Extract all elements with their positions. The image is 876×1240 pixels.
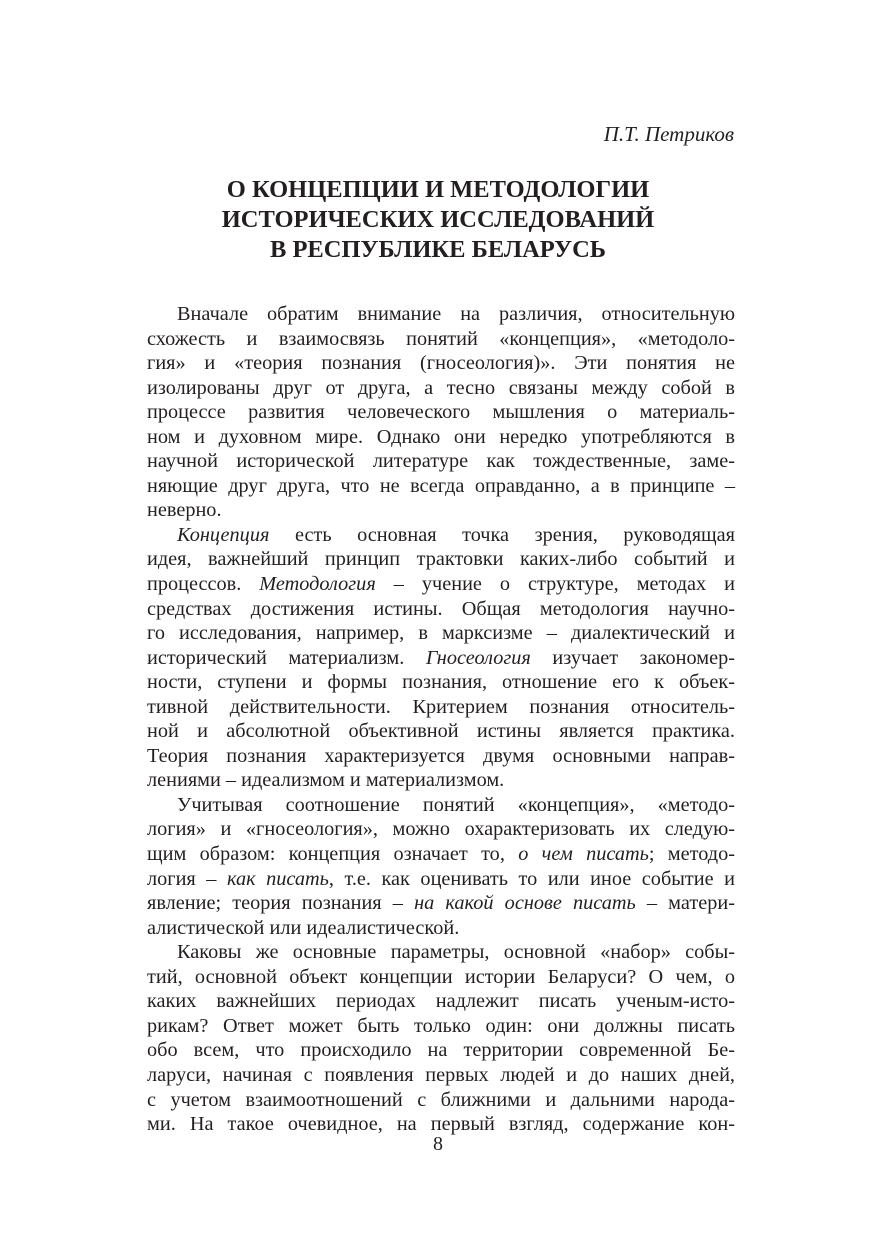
italic-term: Гносеология bbox=[425, 646, 531, 669]
text-line bbox=[147, 400, 735, 425]
text-segment: схожесть и взаимосвязь понятий «концепция», «методоло- bbox=[147, 327, 735, 350]
text-segment: рикам? Ответ может быть только один: они должны писать bbox=[147, 1014, 735, 1037]
text-line bbox=[147, 1038, 735, 1063]
italic-term: на какой основе писать bbox=[414, 892, 636, 915]
italic-term: Концепция bbox=[177, 523, 270, 546]
text-line bbox=[147, 1014, 735, 1039]
paragraph bbox=[147, 793, 735, 940]
text-line bbox=[147, 965, 735, 990]
author-name: П.Т. Петриков bbox=[603, 122, 734, 146]
text-segment: тий, основной объект концепции истории Беларуси? О чем, о bbox=[147, 965, 735, 988]
page-number: 8 bbox=[433, 1133, 443, 1155]
text-segment: няющие друг друга, что не всегда оправданно, а в принципе – bbox=[147, 474, 735, 497]
text-line bbox=[147, 523, 735, 548]
text-segment: Учитывая соотношение понятий «концепция», «методо- bbox=[177, 793, 735, 816]
text-segment: каких важнейших периодах надлежит писать ученым-исто- bbox=[147, 990, 735, 1013]
paragraph bbox=[147, 940, 735, 1136]
text-segment: процессов. bbox=[147, 573, 260, 596]
text-segment: лениями – идеализмом и материализмом. bbox=[147, 769, 505, 792]
text-segment: изолированы друг от друга, а тесно связаны между собой в bbox=[147, 376, 735, 399]
text-line bbox=[147, 327, 735, 352]
text-line bbox=[147, 670, 735, 695]
text-segment: ной и абсолютной объективной истины является практика. bbox=[147, 720, 735, 743]
text-segment: алистической или идеалистической. bbox=[147, 916, 460, 939]
text-segment: Теория познания характеризуется двумя основными направ- bbox=[147, 744, 735, 767]
text-segment: процессе развития человеческого мышления о материаль- bbox=[147, 401, 735, 424]
text-line bbox=[147, 302, 735, 327]
italic-term: Методология bbox=[259, 573, 376, 596]
text-line bbox=[147, 940, 735, 965]
text-segment: изучает закономер- bbox=[530, 646, 735, 669]
text-segment: Вначале обратим внимание на различия, относительную bbox=[177, 303, 735, 325]
text-segment: логия» и «гносеология», можно охарактеризовать их следую- bbox=[147, 818, 735, 841]
text-line bbox=[147, 498, 735, 523]
text-segment: явление; теория познания – bbox=[147, 892, 415, 915]
text-line bbox=[147, 1063, 735, 1088]
text-segment: ности, ступени и формы познания, отношение его к объек- bbox=[147, 671, 735, 694]
text-line bbox=[147, 572, 735, 597]
text-segment: есть основная точка зрения, руководящая bbox=[269, 523, 735, 546]
text-segment: логия – bbox=[147, 867, 227, 890]
text-segment: средствах достижения истины. Общая методология научно- bbox=[147, 597, 735, 620]
text-segment: ном и духовном мире. Однако они нередко употребляются в bbox=[147, 425, 735, 448]
text-line bbox=[147, 621, 735, 646]
text-line bbox=[147, 989, 735, 1014]
text-segment: щим образом: концепция означает то, bbox=[147, 843, 519, 866]
text-line bbox=[147, 1088, 735, 1113]
text-line bbox=[147, 793, 735, 818]
text-segment: с учетом взаимоотношений с ближними и дальними народа- bbox=[147, 1088, 735, 1111]
text-segment: Каковы же основные параметры, основной «набор» собы- bbox=[177, 941, 735, 964]
text-line bbox=[147, 842, 735, 867]
text-line bbox=[147, 646, 735, 671]
text-line bbox=[147, 547, 735, 572]
text-segment: гия» и «теория познания (гносеология)». Эти понятия не bbox=[147, 352, 735, 375]
text-line bbox=[147, 817, 735, 842]
text-segment: идея, важнейший принцип трактовки каких-либо событий и bbox=[147, 548, 735, 571]
text-segment: ларуси, начиная с появления первых людей и до наших дней, bbox=[147, 1063, 735, 1086]
paragraph bbox=[147, 523, 735, 793]
text-line bbox=[147, 474, 735, 499]
text-segment: , т.е. как оценивать то или иное событие и bbox=[328, 867, 735, 890]
italic-term: о чем писать bbox=[518, 843, 649, 866]
text-line bbox=[147, 449, 735, 474]
text-line bbox=[147, 744, 735, 769]
text-line bbox=[147, 768, 735, 793]
text-line bbox=[147, 351, 735, 376]
text-segment: го исследования, например, в марксизме – диалектический и bbox=[147, 622, 735, 645]
text-segment: – учение о структуре, методах и bbox=[375, 573, 735, 596]
paragraph bbox=[147, 302, 735, 523]
title-line: О КОНЦЕПЦИИ И МЕТОДОЛОГИИ bbox=[226, 176, 650, 203]
text-segment: исторический материализм. bbox=[147, 646, 426, 669]
text-line bbox=[147, 425, 735, 450]
text-line bbox=[147, 891, 735, 916]
text-line bbox=[147, 719, 735, 744]
italic-term: как писать bbox=[226, 867, 329, 890]
article-title bbox=[0, 175, 876, 265]
text-line bbox=[147, 376, 735, 401]
text-segment: ; методо- bbox=[648, 843, 736, 866]
text-segment: неверно. bbox=[147, 499, 222, 522]
text-line bbox=[147, 916, 735, 941]
text-line bbox=[147, 695, 735, 720]
text-segment: тивной действительности. Критерием познания относитель- bbox=[147, 695, 735, 718]
text-segment: обо всем, что происходило на территории современной Бе- bbox=[147, 1039, 735, 1062]
text-line bbox=[147, 867, 735, 892]
title-line: ИСТОРИЧЕСКИХ ИССЛЕДОВАНИЙ bbox=[221, 206, 655, 233]
title-line: В РЕСПУБЛИКЕ БЕЛАРУСЬ bbox=[269, 236, 607, 263]
text-segment: научной исторической литературе как тождественные, заме- bbox=[147, 450, 735, 473]
text-segment: – матери- bbox=[635, 892, 735, 915]
text-line bbox=[147, 597, 735, 622]
article-body bbox=[147, 302, 735, 1137]
text-segment: ми. На такое очевидное, на первый взгляд, содержание кон- bbox=[147, 1113, 735, 1136]
